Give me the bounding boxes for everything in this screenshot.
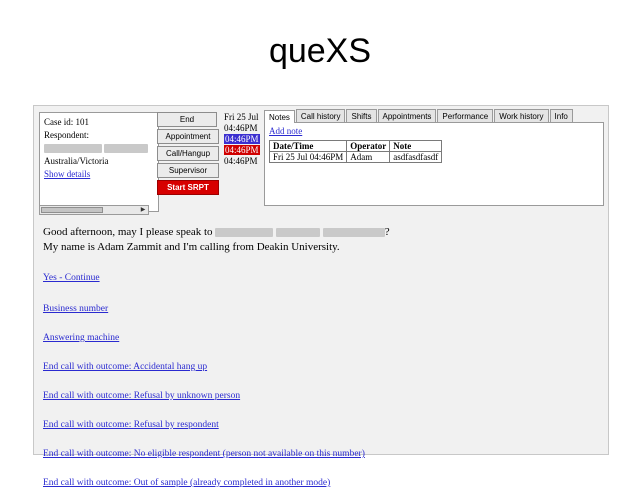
option-refusal-unknown-person[interactable]: End call with outcome: Refusal by unknown person — [43, 391, 241, 401]
case-info-panel — [39, 112, 159, 212]
column-header-operator: Operator — [347, 141, 390, 152]
script-intro — [43, 225, 600, 255]
script-line-2: My name is Adam Zammit and I'm calling from Deakin University. — [43, 241, 340, 253]
tab-call-history[interactable]: Call history — [296, 109, 346, 122]
script-panel — [39, 219, 604, 488]
case-id-value: 101 — [75, 117, 89, 127]
option-no-eligible-respondent[interactable]: End call with outcome: No eligible respondent (person not available on this number) — [43, 449, 365, 459]
time-line-two: 04:46PM — [224, 156, 258, 166]
scrollbar-thumb[interactable] — [41, 207, 103, 213]
option-out-of-sample[interactable]: End call with outcome: Out of sample (already completed in another mode) — [43, 478, 331, 488]
option-refusal-by-respondent[interactable]: End call with outcome: Refusal by respondent — [43, 420, 219, 430]
option-business-number[interactable]: Business number — [43, 304, 109, 314]
redaction-bar — [215, 228, 273, 237]
redaction-bar — [104, 144, 148, 153]
tab-appointments[interactable]: Appointments — [378, 109, 437, 122]
tab-shifts[interactable]: Shifts — [346, 109, 376, 122]
call-actions — [157, 112, 219, 197]
tab-info[interactable]: Info — [550, 109, 573, 122]
table-header-row — [270, 141, 442, 152]
cell-datetime: Fri 25 Jul 04:46PM — [270, 152, 347, 163]
cell-note: asdfasdfasdf — [390, 152, 442, 163]
column-header-datetime: Date/Time — [270, 141, 347, 152]
case-id-row — [44, 116, 154, 129]
redaction-bar — [323, 228, 385, 237]
option-yes-continue[interactable]: Yes - Continue — [43, 273, 100, 283]
start-srpt-button[interactable]: Start SRPT — [157, 180, 219, 195]
redaction-bar — [44, 144, 102, 153]
respondent-location: Australia/Victoria — [44, 156, 109, 166]
page-title: queXS — [268, 32, 372, 70]
respondent-value-redacted — [44, 142, 154, 155]
tab-work-history[interactable]: Work history — [494, 109, 548, 122]
horizontal-scrollbar[interactable] — [39, 205, 149, 215]
option-answering-machine[interactable]: Answering machine — [43, 333, 120, 343]
option-accidental-hangup[interactable]: End call with outcome: Accidental hang up — [43, 362, 208, 372]
respondent-label: Respondent: — [44, 130, 89, 140]
cell-operator: Adam — [347, 152, 390, 163]
show-details-link[interactable]: Show details — [44, 169, 91, 179]
scroll-right-arrow-icon[interactable]: ▶ — [140, 207, 146, 213]
appointment-button[interactable]: Appointment — [157, 129, 219, 144]
redaction-bar — [276, 228, 320, 237]
tab-bar — [264, 109, 604, 122]
case-id-label: Case id: — [44, 117, 74, 127]
table-row — [270, 152, 442, 163]
call-hangup-button[interactable]: Call/Hangup — [157, 146, 219, 161]
notes-table — [269, 140, 442, 163]
tab-notes[interactable]: Notes — [264, 110, 295, 123]
tab-performance[interactable]: Performance — [437, 109, 493, 122]
add-note-link[interactable]: Add note — [269, 126, 303, 136]
end-button[interactable]: End — [157, 112, 217, 127]
script-line-1-pre: Good afternoon, may I please speak to — [43, 226, 213, 238]
supervisor-button[interactable]: Supervisor — [157, 163, 219, 178]
time-highlight-red: 04:46PM — [225, 145, 259, 155]
time-line: 04:46PM — [224, 123, 258, 133]
column-header-note: Note — [390, 141, 442, 152]
notes-content — [264, 122, 604, 206]
date-line: Fri 25 Jul — [224, 112, 259, 122]
application-screenshot — [33, 105, 609, 488]
time-highlight-blue: 04:46PM — [225, 134, 259, 144]
script-line-1-post: ? — [384, 226, 390, 238]
script-line-1 — [43, 225, 600, 240]
notes-panel — [264, 109, 604, 209]
